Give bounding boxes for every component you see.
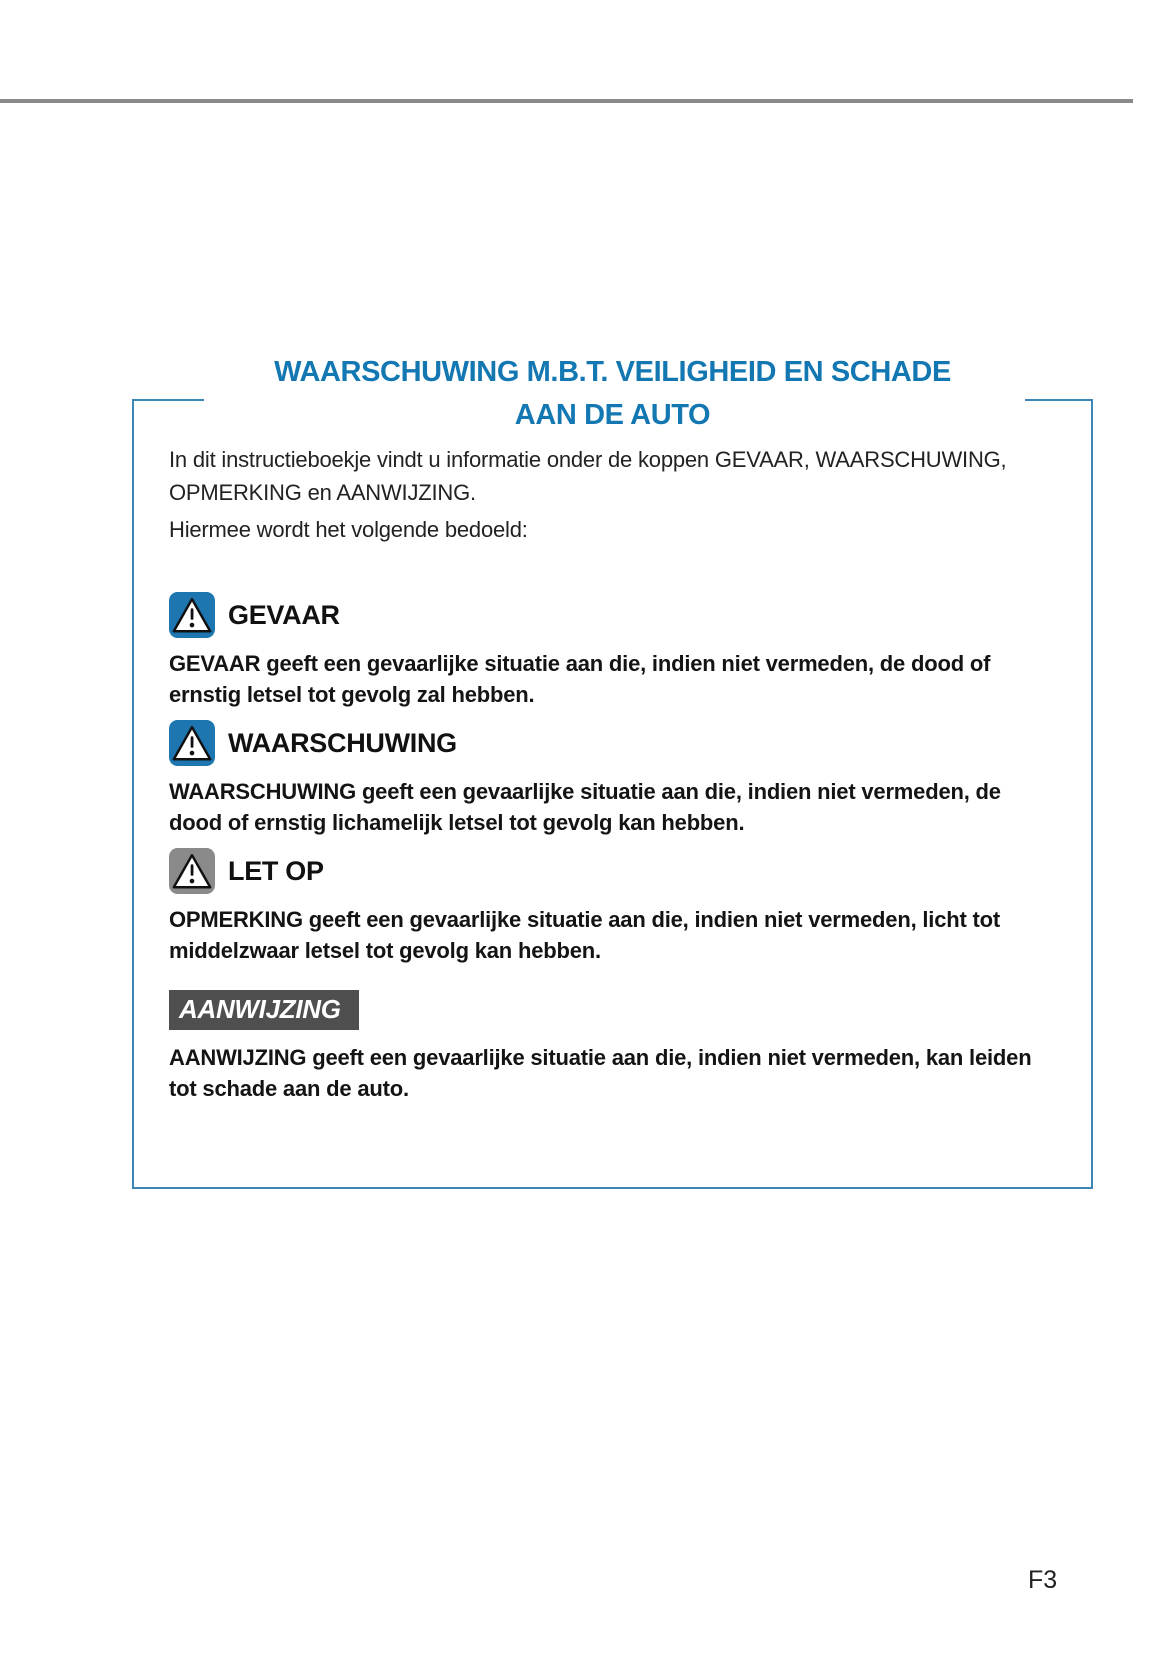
section-let-op-label: LET OP	[228, 855, 324, 886]
section-aanwijzing-body: AANWIJZING geeft een gevaarlijke situatie aan die, indien niet vermeden, kan leiden tot schade aan de auto.	[169, 1045, 1032, 1101]
warning-triangle-gray-icon	[169, 848, 215, 894]
section-let-op-body: OPMERKING geeft een gevaarlijke situatie aan die, indien niet vermeden, licht tot middelzwaar letsel tot gevolg kan hebben.	[169, 907, 1001, 963]
box-title-line2: AAN DE AUTO	[514, 399, 711, 431]
section-waarschuwing-label: WAARSCHUWING	[228, 727, 457, 758]
section-gevaar-label: GEVAAR	[228, 599, 340, 630]
section-aanwijzing	[169, 966, 1035, 1104]
section-let-op	[169, 848, 1035, 966]
section-waarschuwing-body: WAARSCHUWING geeft een gevaarlijke situatie aan die, indien niet vermeden, de dood of ernstig lichamelijk letsel tot gevolg kan hebben.	[169, 779, 1001, 835]
page-number: F3	[1028, 1566, 1058, 1594]
top-divider-rule	[0, 99, 1133, 103]
warning-triangle-blue-icon	[169, 592, 215, 638]
box-title-line1: WAARSCHUWING M.B.T. VEILIGHEID EN SCHADE	[274, 356, 951, 388]
safety-warning-box	[132, 356, 1093, 1189]
box-content	[134, 399, 1091, 1104]
section-gevaar-body: GEVAAR geeft een gevaarlijke situatie aan die, indien niet vermeden, de dood of ernstig letsel tot gevolg zal hebben.	[169, 651, 991, 707]
intro-paragraph-2: Hiermee wordt het volgende bedoeld:	[169, 517, 528, 542]
section-waarschuwing	[169, 720, 1035, 838]
aanwijzing-badge: AANWIJZING	[169, 990, 359, 1030]
section-waarschuwing-head	[169, 720, 1035, 766]
section-gevaar	[169, 592, 1035, 710]
section-let-op-head	[169, 848, 1035, 894]
intro-paragraph: In dit instructieboekje vindt u informatie onder de koppen GEVAAR, WAARSCHUWING, OPMERKING en AANWIJZING.	[169, 447, 1007, 505]
section-gevaar-head	[169, 592, 1035, 638]
warning-triangle-blue-icon	[169, 720, 215, 766]
